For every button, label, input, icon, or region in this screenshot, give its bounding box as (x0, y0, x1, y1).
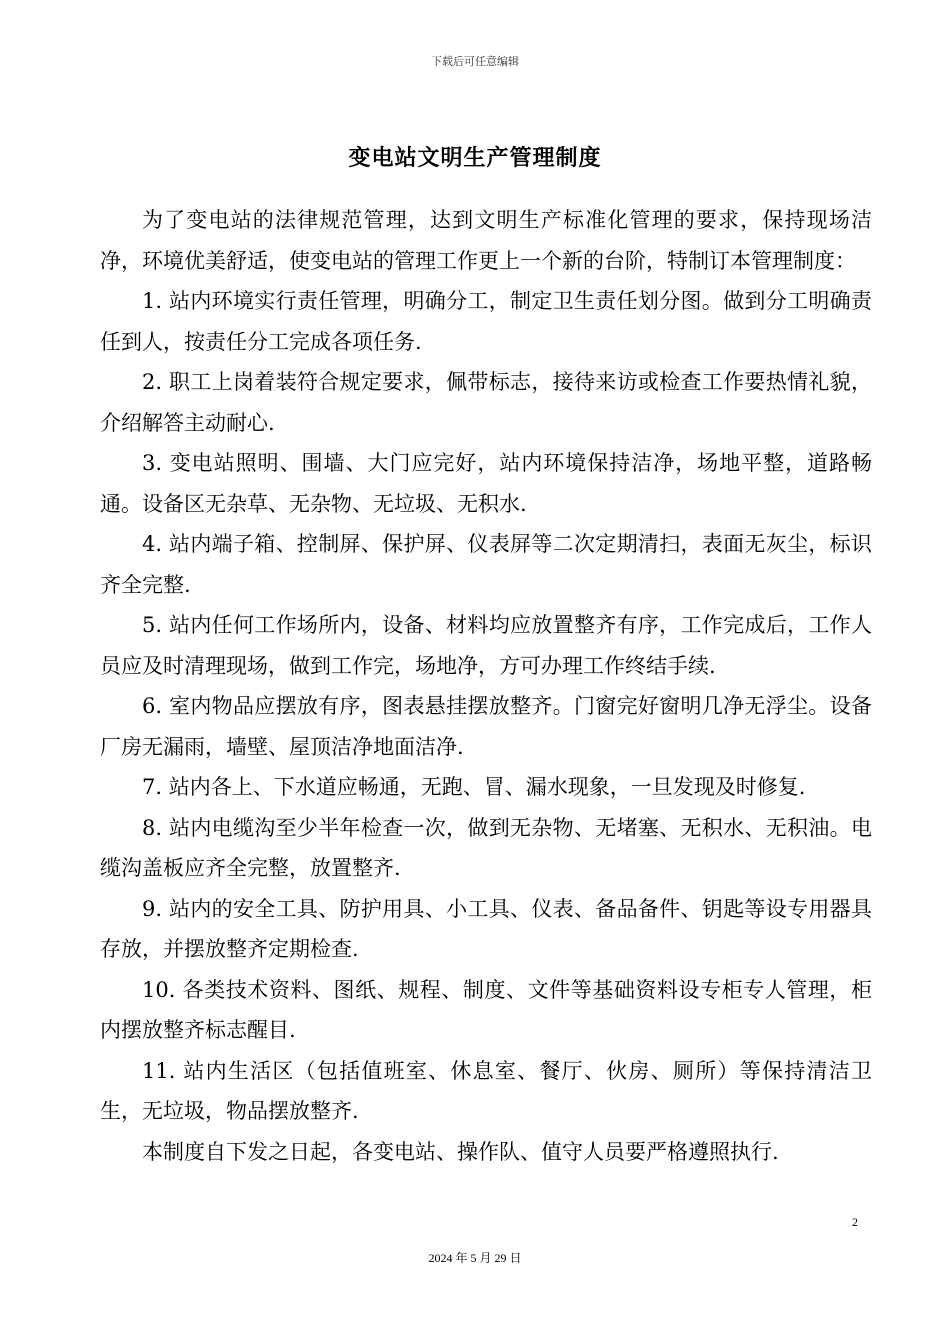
intro-paragraph: 为了变电站的法律规范管理，达到文明生产标准化管理的要求，保持现场洁净，环境优美舒适，使变电站的管理工作更上一个新的台阶，特制订本管理制度： (100, 208, 872, 273)
rule-9: 9. 站内的安全工具、防护用具、小工具、仪表、备品备件、钥匙等设专用器具存放，并摆放整齐定期检查. (100, 896, 872, 961)
rule-4: 4. 站内端子箱、控制屏、保护屏、仪表屏等二次定期清扫，表面无灰尘，标识齐全完整. (100, 532, 872, 597)
document-body (100, 200, 872, 1172)
rule-1: 1. 站内环境实行责任管理，明确分工，制定卫生责任划分图。做到分工明确责任到人，按责任分工完成各项任务. (100, 289, 872, 354)
rule-2: 2. 职工上岗着装符合规定要求，佩带标志，接待来访或检查工作要热情礼貌，介绍解答主动耐心. (100, 370, 872, 435)
page-number: 2 (852, 1215, 858, 1229)
rule-8: 8. 站内电缆沟至少半年检查一次，做到无杂物、无堵塞、无积水、无积油。电缆沟盖板应齐全完整，放置整齐. (100, 815, 872, 880)
rule-5: 5. 站内任何工作场所内，设备、材料均应放置整齐有序，工作完成后，工作人员应及时清理现场，做到工作完，场地净，方可办理工作终结手续. (100, 613, 872, 678)
rule-3: 3. 变电站照明、围墙、大门应完好，站内环境保持洁净，场地平整，道路畅通。设备区无杂草、无杂物、无垃圾、无积水. (100, 451, 872, 516)
rule-6: 6. 室内物品应摆放有序，图表悬挂摆放整齐。门窗完好窗明几净无浮尘。设备厂房无漏雨，墙壁、屋顶洁净地面洁净. (100, 694, 872, 759)
rule-11: 11. 站内生活区（包括值班室、休息室、餐厅、伙房、厕所）等保持清洁卫生，无垃圾，物品摆放整齐. (100, 1058, 872, 1123)
page-header-note: 下载后可任意编辑 (431, 55, 519, 68)
rule-10: 10. 各类技术资料、图纸、规程、制度、文件等基础资料设专柜专人管理，柜内摆放整齐标志醒目. (100, 977, 872, 1042)
footer-date: 2024 年 5 月 29 日 (428, 1251, 522, 1265)
document-title: 变电站文明生产管理制度 (348, 146, 602, 171)
rule-7: 7. 站内各上、下水道应畅通，无跑、冒、漏水现象，一旦发现及时修复. (142, 775, 806, 799)
closing-paragraph: 本制度自下发之日起，各变电站、操作队、值守人员要严格遵照执行. (142, 1139, 779, 1164)
